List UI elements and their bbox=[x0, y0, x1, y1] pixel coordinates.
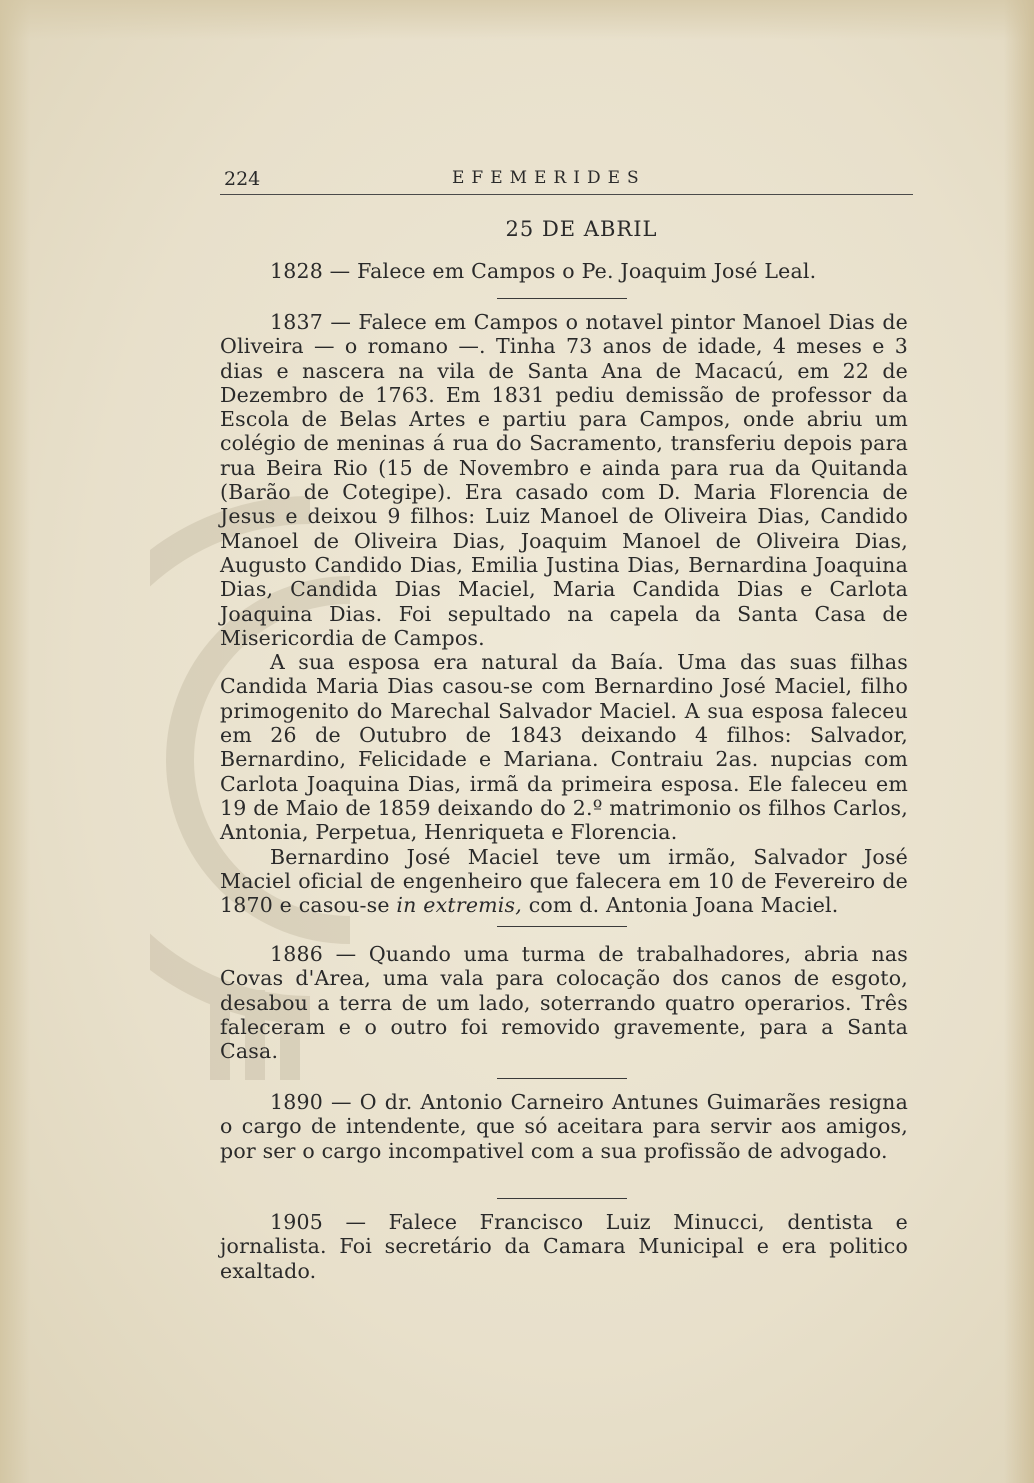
entry-text: com d. Antonia Joana Maciel. bbox=[528, 893, 839, 918]
separator-rule bbox=[497, 298, 627, 299]
section-date-title: 25 DE ABRIL bbox=[505, 217, 658, 241]
running-title: EFEMERIDES bbox=[452, 168, 646, 188]
separator-rule bbox=[497, 926, 627, 927]
running-header bbox=[220, 168, 913, 195]
entry-paragraph: A sua esposa era natural da Baía. Uma das suas filhas Candida Maria Dias casou-se com Bernardino José Maciel, filho primogenito do Marechal Salvador Maciel. A sua esposa faleceu em 26 de Outubro de 1843 deixando 4 filhos: Salvador, Bernardino, Felicidade e Mariana. Contraiu 2as. nupcias com Carlota Joaquina Dias, irmã da primeira esposa. Ele faleceu em 19 de Maio de 1859 deixando do 2.º matrimonio os filhos Carlos, Antonia, Perpetua, Henriqueta e Florencia. bbox=[220, 650, 908, 845]
separator-rule bbox=[497, 1078, 627, 1079]
entry-text: Bernardino José Maciel teve um irmão, Salvador José Maciel oficial de engenheiro que falecera em 10 de Fevereiro de 1870 e casou-se bbox=[220, 844, 908, 918]
page-edge-shadow bbox=[1004, 0, 1034, 1483]
entry-1837 bbox=[220, 310, 908, 917]
entry-paragraph: 1837 — Falece em Campos o notavel pintor Manoel Dias de Oliveira — o romano —. Tinha 73 anos de idade, 4 meses e 3 dias e nascera na vila de Santa Ana de Macacú, em 22 de Dezembro de 1763. Em 1831 pediu demissão de professor da Escola de Belas Artes e partiu para Campos, onde abriu um colégio de meninas á rua do Sacramento, transferiu depois para rua Beira Rio (15 de Novembro e ainda para rua da Quitanda (Barão de Cotegipe). Era casado com D. Maria Florencia de Jesus e deixou 9 filhos: Luiz Manoel de Oliveira Dias, Candido Manoel de Oliveira Dias, Joaquim Manoel de Oliveira Dias, Augusto Candido Dias, Emilia Justina Dias, Bernardina Joaquina Dias, Candida Dias Maciel, Maria Candida Dias e Carlota Joaquina Dias. Foi sepultado na capela da Santa Casa de Misericordia de Campos. bbox=[220, 310, 908, 650]
entry-1828 bbox=[220, 259, 908, 283]
entry-paragraph: 1886 — Quando uma turma de trabalhadores, abria nas Covas d'Area, uma vala para colocação dos canos de esgoto, desabou a terra de um lado, soterrando quatro operarios. Três faleceram e o outro foi removido gravemente, para a Santa Casa. bbox=[220, 942, 908, 1064]
entry-1890 bbox=[220, 1090, 908, 1163]
entry-italic-text: in extremis, bbox=[396, 893, 522, 918]
entry-paragraph bbox=[220, 845, 908, 918]
page-edge-shadow bbox=[0, 0, 30, 1483]
entry-paragraph: 1828 — Falece em Campos o Pe. Joaquim José Leal. bbox=[270, 259, 817, 283]
separator-rule bbox=[497, 1198, 627, 1199]
entry-1886 bbox=[220, 942, 908, 1063]
entry-paragraph: 1905 — Falece Francisco Luiz Minucci, dentista e jornalista. Foi secretário da Camara Municipal e era politico exaltado. bbox=[220, 1210, 908, 1283]
page-edge-shadow bbox=[0, 0, 1034, 40]
entry-paragraph: 1890 — O dr. Antonio Carneiro Antunes Guimarães resigna o cargo de intendente, que só aceitara para servir aos amigos, por ser o cargo incompativel com a sua profissão de advogado. bbox=[220, 1090, 908, 1163]
page-number: 224 bbox=[224, 168, 261, 190]
entry-1905 bbox=[220, 1210, 908, 1283]
